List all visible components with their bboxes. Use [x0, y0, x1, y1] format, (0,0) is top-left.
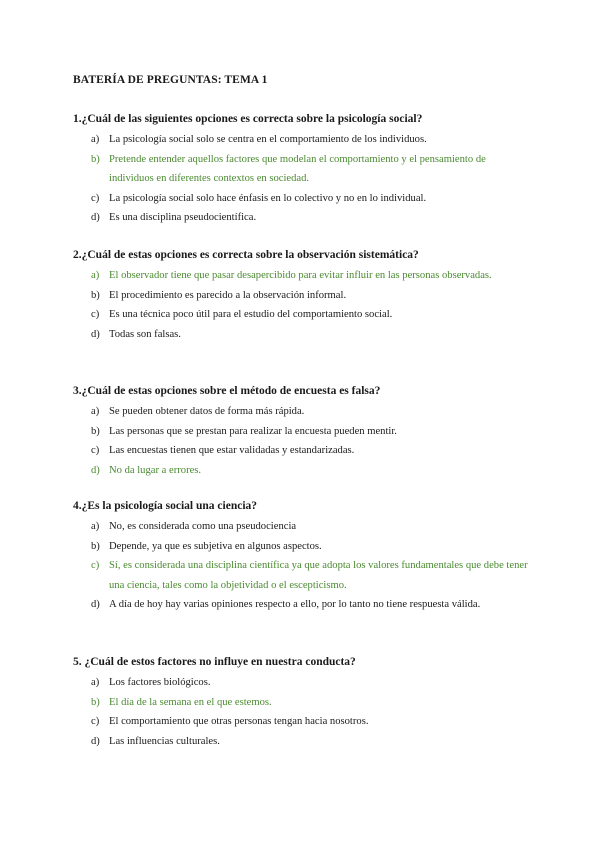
question-2: [73, 248, 533, 344]
option-text: Es una técnica poco útil para el estudio del comportamiento social.: [109, 309, 393, 320]
option-text: El observador tiene que pasar desapercibido para evitar influir en las personas observadas.: [109, 270, 492, 281]
option-b-correct: [73, 693, 533, 713]
option-letter: d): [91, 464, 100, 476]
option-text: Pretende entender aquellos factores que modelan el comportamiento y el pensamiento de individuos en diferentes contextos en sociedad.: [109, 153, 486, 184]
option-a: [73, 673, 533, 693]
option-letter: a): [91, 521, 100, 532]
question-3: [73, 384, 533, 480]
question-4: [73, 499, 533, 615]
question-5: [73, 655, 533, 751]
option-text: Las encuestas tienen que estar validadas y estandarizadas.: [109, 445, 355, 456]
option-letter: c): [91, 192, 100, 204]
option-letter: c): [91, 445, 100, 456]
option-d: [73, 595, 533, 615]
option-a: [73, 402, 533, 422]
option-letter: c): [91, 560, 100, 571]
option-letter: b): [91, 696, 100, 708]
option-a: [73, 130, 533, 150]
option-letter: b): [91, 540, 100, 552]
option-c: [73, 189, 533, 209]
option-letter: d): [91, 735, 100, 747]
option-letter: a): [91, 406, 100, 417]
option-b: [73, 422, 533, 442]
option-letter: a): [91, 134, 100, 145]
option-c-correct: [73, 556, 533, 595]
option-text: Las personas que se prestan para realizar la encuesta pueden mentir.: [109, 425, 397, 437]
option-c: [73, 441, 533, 461]
option-text: No, es considerada como una pseudociencia: [109, 521, 297, 532]
option-b-correct: [73, 150, 533, 189]
option-text: El procedimiento es parecido a la observación informal.: [109, 289, 347, 301]
question-text: 1.¿Cuál de las siguientes opciones es correcta sobre la psicología social?: [73, 113, 423, 125]
option-text: La psicología social solo hace énfasis en lo colectivo y no en lo individual.: [109, 192, 427, 204]
option-letter: c): [91, 716, 100, 727]
option-text: Las influencias culturales.: [109, 735, 220, 747]
question-text: 3.¿Cuál de estas opciones sobre el método de encuesta es falsa?: [73, 385, 381, 397]
option-text: El comportamiento que otras personas tengan hacia nosotros.: [109, 716, 369, 727]
option-text: Es una disciplina pseudocientífica.: [109, 212, 257, 223]
option-letter: b): [91, 289, 100, 301]
option-letter: d): [91, 212, 100, 223]
option-d: [73, 208, 533, 228]
option-letter: a): [91, 270, 100, 281]
option-b: [73, 286, 533, 306]
option-text: El día de la semana en el que estemos.: [109, 696, 272, 708]
option-text: Depende, ya que es subjetiva en algunos aspectos.: [109, 540, 322, 552]
option-text: La psicología social solo se centra en el comportamiento de los individuos.: [109, 134, 427, 145]
question-text: 2.¿Cuál de estas opciones es correcta sobre la observación sistemática?: [73, 249, 419, 261]
option-a-correct: [73, 266, 533, 286]
page-title: BATERÍA DE PREGUNTAS: TEMA 1: [73, 74, 268, 86]
option-d-correct: [73, 461, 533, 481]
option-c: [73, 712, 533, 732]
option-letter: a): [91, 677, 100, 688]
option-letter: c): [91, 309, 100, 320]
option-text: Se pueden obtener datos de forma más rápida.: [109, 406, 305, 417]
option-text: No da lugar a errores.: [109, 464, 202, 476]
option-text: Los factores biológicos.: [109, 677, 211, 688]
option-d: [73, 732, 533, 752]
option-b: [73, 537, 533, 557]
option-a: [73, 517, 533, 537]
question-1: [73, 112, 533, 228]
option-letter: b): [91, 153, 100, 165]
option-letter: b): [91, 425, 100, 437]
option-text: Sí, es considerada una disciplina científica ya que adopta los valores fundamentales que debe tener una ciencia, tales como la objetividad o el escepticismo.: [109, 560, 528, 591]
question-text: 4.¿Es la psicología social una ciencia?: [73, 500, 258, 512]
option-letter: d): [91, 328, 100, 340]
option-c: [73, 305, 533, 325]
option-text: Todas son falsas.: [109, 328, 181, 340]
option-letter: d): [91, 599, 100, 610]
option-d: [73, 325, 533, 345]
option-text: A día de hoy hay varias opiniones respecto a ello, por lo tanto no tiene respuesta válida.: [109, 599, 481, 610]
question-text: 5. ¿Cuál de estos factores no influye en nuestra conducta?: [73, 656, 356, 668]
